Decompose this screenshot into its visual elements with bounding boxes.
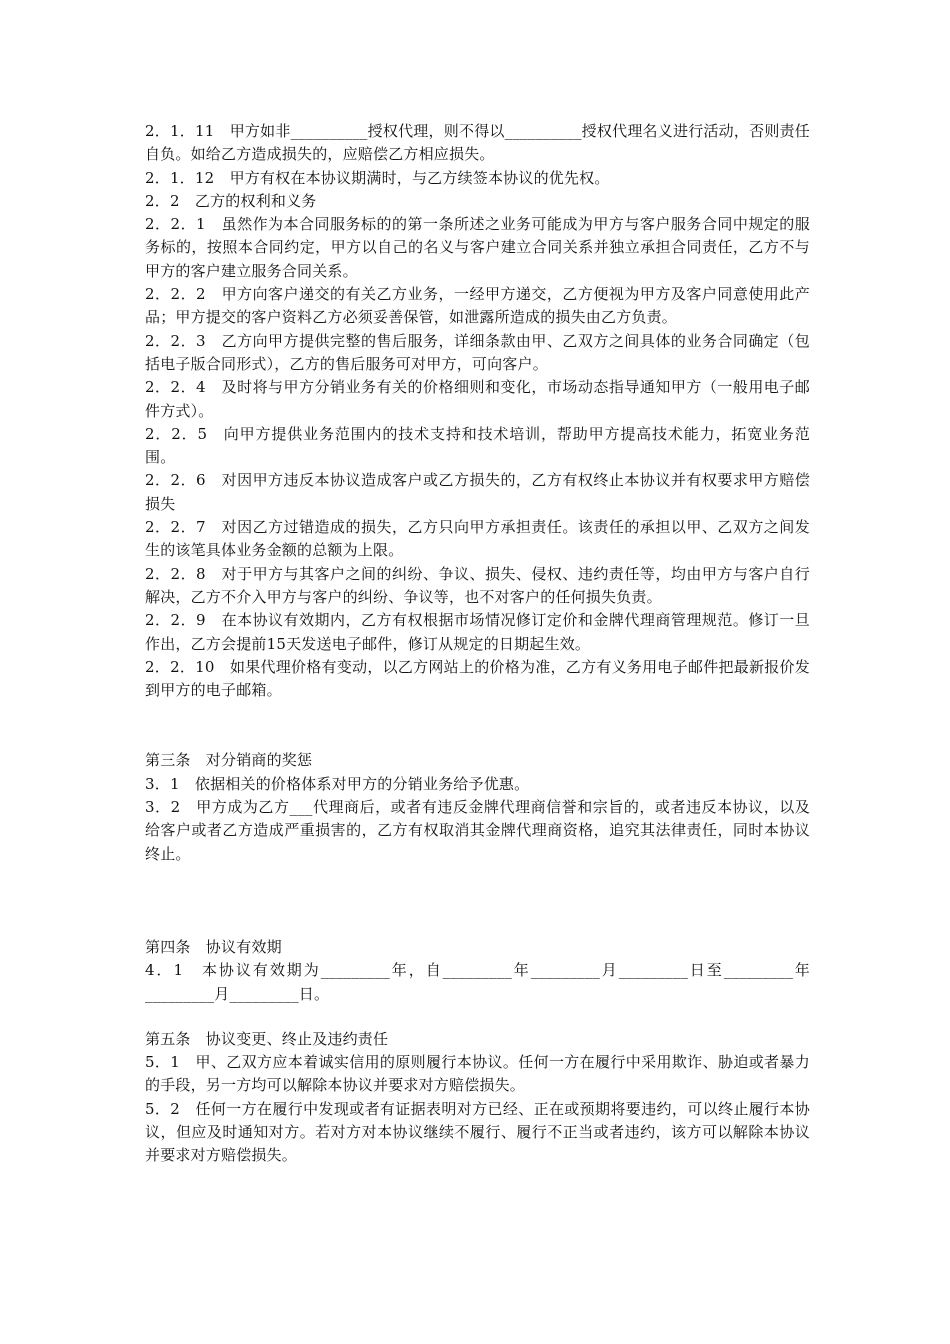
clause-3-1: 3．1 依据相关的价格体系对甲方的分销业务给予优惠。 xyxy=(145,774,530,793)
clause-2-2-7: 2．2．7 对因乙方过错造成的损失，乙方只向甲方承担责任。该责任的承担以甲、乙双方之间发生的该笔具体业务金额的总额为上限。 xyxy=(145,518,810,560)
clause-2-2-3: 2．2．3 乙方向甲方提供完整的售后服务，详细条款由甲、乙双方之间具体的业务合同确定（包括电子版合同形式），乙方的售后服务可对甲方，可向客户。 xyxy=(145,331,810,373)
clause-2-1-11: 2．1．11 甲方如非__________授权代理，则不得以__________授权代理名义进行活动，否则责任自负。如给乙方造成损失的，应赔偿乙方相应损失。 xyxy=(145,122,810,164)
clause-2-2-10: 2．2．10 如果代理价格有变动，以乙方网站上的价格为准，乙方有义务用电子邮件把最新报价发到甲方的电子邮箱。 xyxy=(145,657,810,700)
clause-2-2-heading: 2．2 乙方的权利和义务 xyxy=(145,191,317,210)
clause-3-2: 3．2 甲方成为乙方___代理商后，或者有违反金牌代理商信誉和宗旨的，或者违反本协议，以及给客户或者乙方造成严重损害的，乙方有权取消其金牌代理商资格，追究其法律责任，同时本协议终止。 xyxy=(145,798,810,863)
clause-2-2-9: 2．2．9 在本协议有效期内，乙方有权根据市场情况修订定价和金牌代理商管理规范。修订一旦作出，乙方会提前15天发送电子邮件，修订从规定的日期起生效。 xyxy=(145,611,810,653)
article-3-heading: 第三条 对分销商的奖惩 xyxy=(145,751,313,770)
clause-5-1: 5．1 甲、乙双方应本着诚实信用的原则履行本协议。任何一方在履行中采用欺诈、胁迫或者暴力的手段，另一方均可以解除本协议并要求对方赔偿损失。 xyxy=(145,1053,810,1095)
section-gap xyxy=(145,866,810,936)
article-4-heading: 第四条 协议有效期 xyxy=(145,937,282,956)
clause-2-1-12: 2．1．12 甲方有权在本协议期满时，与乙方续签本协议的优先权。 xyxy=(145,168,610,187)
clause-2-2-5: 2．2．5 向甲方提供业务范围内的技术支持和技术培训，帮助甲方提高技术能力，拓宽业务范围。 xyxy=(145,424,810,467)
clause-2-2-8: 2．2．8 对于甲方与其客户之间的纠纷、争议、损失、侵权、违约责任等，均由甲方与客户自行解决，乙方不介入甲方与客户的纠纷、争议等，也不对客户的任何损失负责。 xyxy=(145,564,810,606)
section-gap xyxy=(145,702,810,749)
clause-2-2-1: 2．2．1 虽然作为本合同服务标的的第一条所述之业务可能成为甲方与客户服务合同中规定的服务标的，按照本合同约定，甲方以自己的名义与客户建立合同关系并独立承担合同责任，乙方不与甲方的客户建立服务合同关系。 xyxy=(145,215,810,280)
article-5-heading: 第五条 协议变更、终止及违约责任 xyxy=(145,1029,389,1048)
document-body xyxy=(145,120,810,1168)
clause-4-1: 4．1 本协议有效期为_________年，自_________年_________月_________日至_________年_________月_________日。 xyxy=(145,961,810,1003)
clause-2-2-6: 2．2．6 对因甲方违反本协议造成客户或乙方损失的，乙方有权终止本协议并有权要求甲方赔偿损失 xyxy=(145,471,810,513)
clause-2-2-4: 2．2．4 及时将与甲方分销业务有关的价格细则和变化，市场动态指导通知甲方（一般用电子邮件方式）。 xyxy=(145,378,810,420)
clause-5-2: 5．2 任何一方在履行中发现或者有证据表明对方已经、正在或预期将要违约，可以终止履行本协议，但应及时通知对方。若对方对本协议继续不履行、履行不正当或者违约，该方可以解除本协议并要求对方赔偿损失。 xyxy=(145,1099,810,1165)
clause-2-2-2: 2．2．2 甲方向客户递交的有关乙方业务，一经甲方递交，乙方便视为甲方及客户同意使用此产品；甲方提交的客户资料乙方必须妥善保管，如泄露所造成的损失由乙方负责。 xyxy=(145,285,810,327)
section-gap xyxy=(145,1006,810,1028)
